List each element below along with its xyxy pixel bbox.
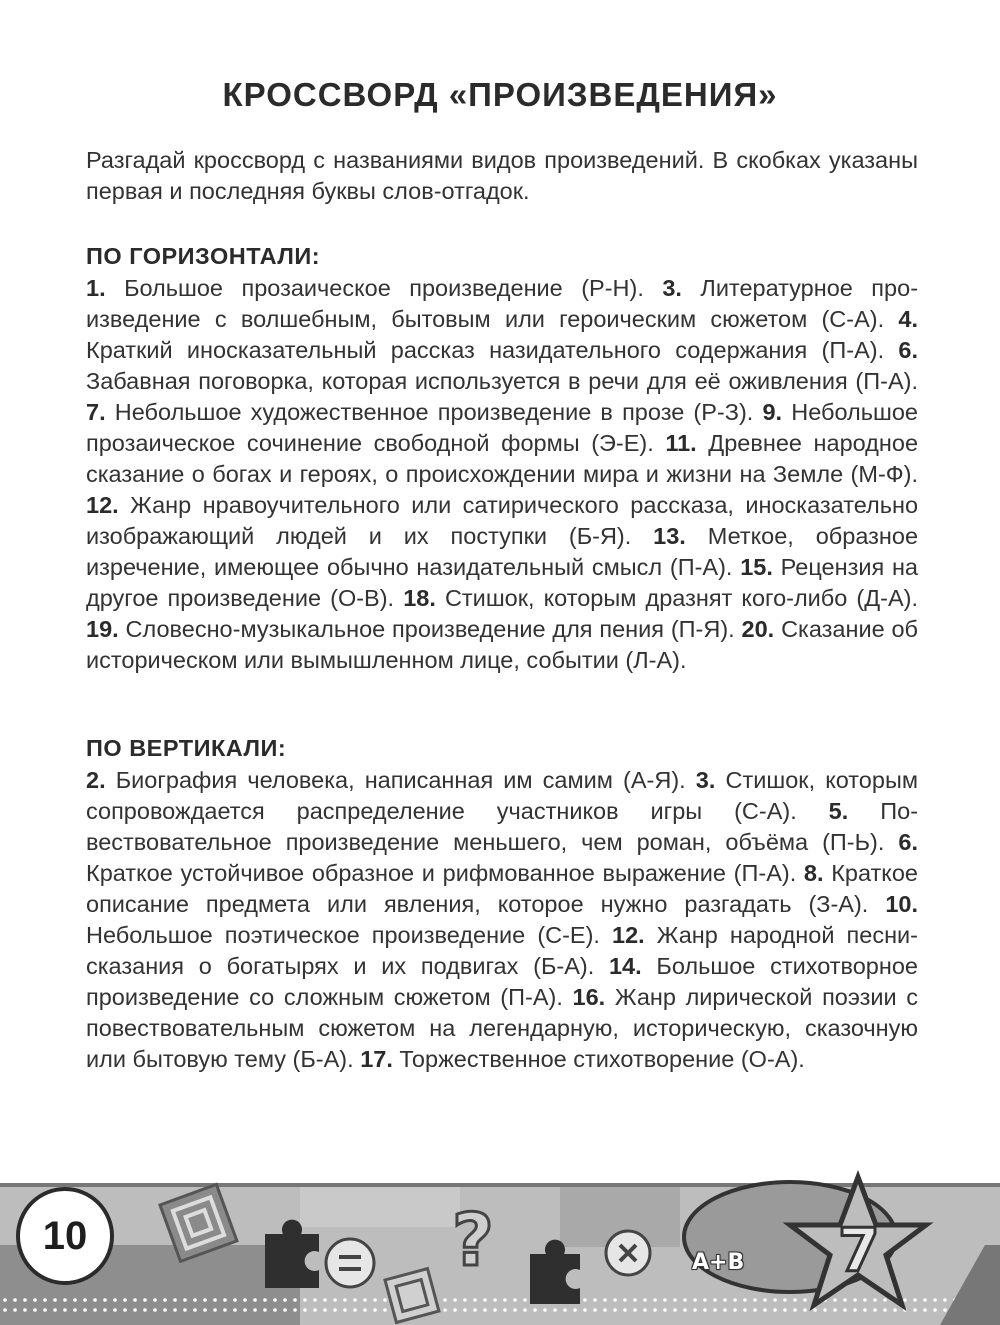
- clue-text: Древнее народное сказание о богах и героях, о происхождении мира и жизни на Земле (М-Ф).: [86, 430, 919, 487]
- clue-text: Жанр нравоучительного или сатирического рассказа, иносказательно изображающий людей и их поступки (Б-Я).: [86, 492, 919, 549]
- across-heading: ПО ГОРИЗОНТАЛИ:: [86, 243, 321, 269]
- clue-number: 6.: [898, 337, 919, 363]
- clue-text: Краткое описание предмета или явления, которое нужно разгадать (З-А).: [86, 860, 918, 917]
- down-heading: ПО ВЕРТИКАЛИ:: [86, 735, 287, 761]
- clue-text: Жанр лирической поэзии с повествовательным сюжетом на легендарную, историческую, сказочную или бытовую тему (Б-А).: [86, 984, 919, 1072]
- clue-number: 1.: [86, 275, 106, 301]
- down-clues: [86, 765, 918, 1075]
- clue-number: 12.: [86, 492, 119, 518]
- clue-text: Словесно-музыкальное произведение для пения (П-Я).: [125, 616, 735, 642]
- clue-number: 6.: [898, 829, 918, 855]
- svg-text:?: ?: [452, 1198, 494, 1282]
- clue-text: Небольшое прозаическое сочинение свободной формы (Э-Е).: [86, 399, 919, 456]
- across-clue: [86, 399, 753, 425]
- intro-text: Разгадай кроссворд с названиями видов произведений. В скобках указаны первая и последняя буквы слов-отгадок.: [86, 147, 918, 204]
- equals-icon: [326, 1239, 374, 1287]
- down-clue: [86, 767, 686, 793]
- clue-number: 3.: [695, 767, 716, 793]
- clue-number: 19.: [86, 616, 119, 642]
- across-clues: [86, 273, 918, 676]
- clue-number: 9.: [762, 399, 783, 425]
- question-mark-icon: [452, 1198, 494, 1282]
- across-clue: [86, 275, 644, 301]
- clue-number: 14.: [608, 953, 642, 979]
- clue-number: 2.: [86, 767, 106, 793]
- clue-number: 4.: [898, 306, 918, 332]
- clue-text: Меткое, образное изречение, имеющее обычно назидательный смысл (П-А).: [86, 523, 919, 580]
- clue-number: 20.: [741, 616, 775, 642]
- clue-text: Торжественное стихотворение (О-А).: [399, 1046, 805, 1072]
- clue-number: 16.: [572, 984, 606, 1010]
- clue-text: Большое прозаическое произведение (Р-Н).: [124, 275, 644, 301]
- clue-number: 13.: [653, 523, 686, 549]
- clue-number: 8.: [803, 860, 824, 886]
- plus-icon: [606, 1231, 650, 1275]
- clue-number: 5.: [828, 798, 849, 824]
- clue-text: Стишок, которым дразнят кого-либо (Д-А).: [444, 585, 919, 611]
- clue-number: 18.: [403, 585, 436, 611]
- clue-text: Небольшое художественное произведение в прозе (Р-З).: [114, 399, 754, 425]
- across-clue: [403, 585, 918, 611]
- clue-text: Стишок, которым сопровождается распределение участников игры (С-А).: [86, 767, 918, 824]
- clue-text: Биография человека, написанная им самим (А-Я).: [115, 767, 686, 793]
- clue-text: Краткое устойчивое образное и рифмованное выражение (П-А).: [86, 860, 797, 886]
- clue-text: Повествовательное произведение меньшего, чем роман, объёма (П-Ь).: [86, 798, 919, 855]
- clue-number: 17.: [360, 1046, 393, 1072]
- maze-icon: [385, 1269, 439, 1323]
- clue-text: Небольшое поэтическое произведение (С-Е).: [86, 922, 600, 948]
- ab-badge: A+B: [692, 1250, 745, 1275]
- down-clue: [360, 1046, 805, 1072]
- clue-text: Жанр народной песни-сказания о богатырях и их подвигах (Б-А).: [86, 922, 918, 979]
- page-number: 10: [16, 1187, 114, 1285]
- svg-text:7: 7: [838, 1216, 880, 1286]
- clue-text: Краткий иносказательный рассказ назидательного содержания (П-А).: [86, 337, 885, 363]
- clue-text: Сказание об историческом или вымышленном лице, событии (Л-А).: [86, 616, 919, 673]
- clue-number: 11.: [665, 430, 697, 456]
- clue-number: 10.: [885, 891, 918, 917]
- clue-text: Литературное произведение с волшебным, бытовым или героическим сюжетом (С-А).: [86, 275, 919, 332]
- clue-text: Забавная поговорка, которая используется в речи для её оживления (П-А).: [86, 368, 918, 394]
- decorative-footer: [0, 1165, 1000, 1325]
- clue-text: Рецензия на другое произведение (О-В).: [86, 554, 918, 611]
- page-title: КРОССВОРД «ПРОИЗВЕДЕНИЯ»: [222, 76, 778, 113]
- footer-artwork: [0, 1165, 1000, 1325]
- clue-text: Большое стихотворное произведение со сложным сюжетом (П-А).: [86, 953, 918, 1010]
- clue-number: 7.: [86, 399, 106, 425]
- clue-number: 12.: [612, 922, 645, 948]
- clue-number: 3.: [662, 275, 682, 301]
- across-clue: [86, 616, 735, 642]
- clue-number: 15.: [740, 554, 773, 580]
